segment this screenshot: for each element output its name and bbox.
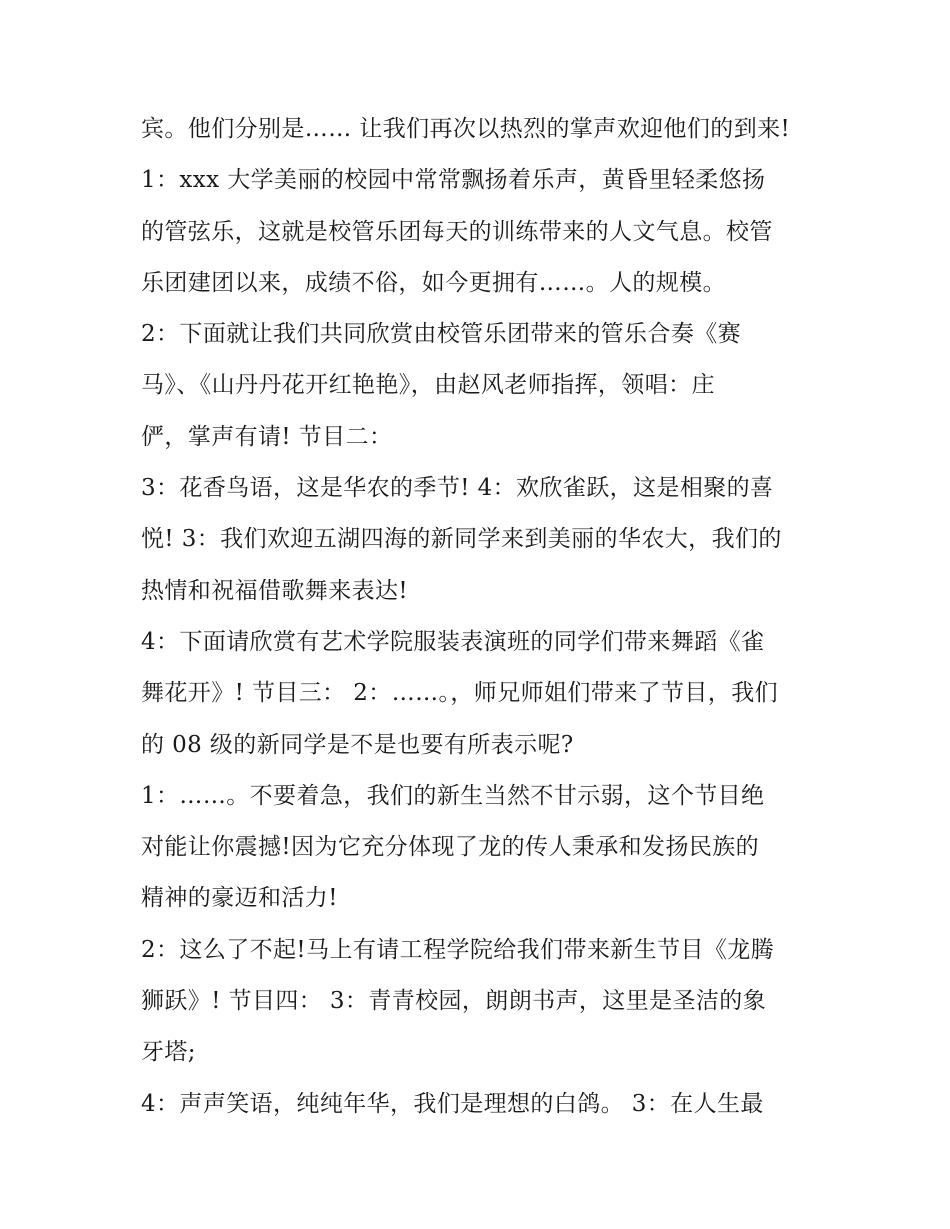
text-line: 舞花开》! 节目三： 2：……。，师兄师姐们带来了节目，我们 bbox=[141, 680, 778, 707]
text-line: 2：下面就让我们共同欣赏由校管乐团带来的管乐合奏《赛 bbox=[141, 321, 742, 348]
text-line: 的 08 级的新同学是不是也要有所表示呢? bbox=[141, 731, 574, 758]
text-line: 2：这么了不起!马上有请工程学院给我们带来新生节目《龙腾 bbox=[141, 936, 775, 963]
text-line: 精神的豪迈和活力! bbox=[141, 885, 338, 912]
text-line: 宾。他们分别是…… 让我们再次以热烈的掌声欢迎他们的到来! bbox=[141, 116, 791, 142]
text-line: 热情和祝福借歌舞来表达! bbox=[141, 577, 409, 604]
document-text bbox=[141, 104, 821, 1130]
text-line: 悦! 3：我们欢迎五湖四海的新同学来到美丽的华农大，我们的 bbox=[141, 526, 782, 553]
text-line: 4：声声笑语，纯纯年华，我们是理想的白鸽。 3：在人生最 bbox=[141, 1090, 764, 1117]
text-line: 乐团建团以来，成绩不俗，如今更拥有……。人的规模。 bbox=[141, 269, 726, 296]
text-line: 马》、《山丹丹花开红艳艳》，由赵风老师指挥，领唱：庄 bbox=[141, 372, 715, 399]
text-line: 1：xxx 大学美丽的校园中常常飘扬着乐声，黄昏里轻柔悠扬 bbox=[141, 167, 766, 194]
text-line: 1：……。不要着急，我们的新生当然不甘示弱，这个节目绝 bbox=[141, 782, 765, 809]
text-line: 4：下面请欣赏有艺术学院服装表演班的同学们带来舞蹈《雀 bbox=[141, 628, 765, 655]
text-line: 牙塔; bbox=[141, 1039, 196, 1066]
text-line: 的管弦乐，这就是校管乐团每天的训练带来的人文气息。校管 bbox=[141, 218, 773, 245]
text-line: 对能让你震撼!因为它充分体现了龙的传人秉承和发扬民族的 bbox=[141, 834, 760, 861]
text-line: 俨，掌声有请! 节目二： bbox=[141, 423, 393, 450]
text-line: 狮跃》! 节目四： 3：青青校园，朗朗书声，这里是圣洁的象 bbox=[141, 988, 767, 1015]
text-line: 3：花香鸟语，这是华农的季节! 4：欢欣雀跃，这是相聚的喜 bbox=[141, 475, 774, 502]
